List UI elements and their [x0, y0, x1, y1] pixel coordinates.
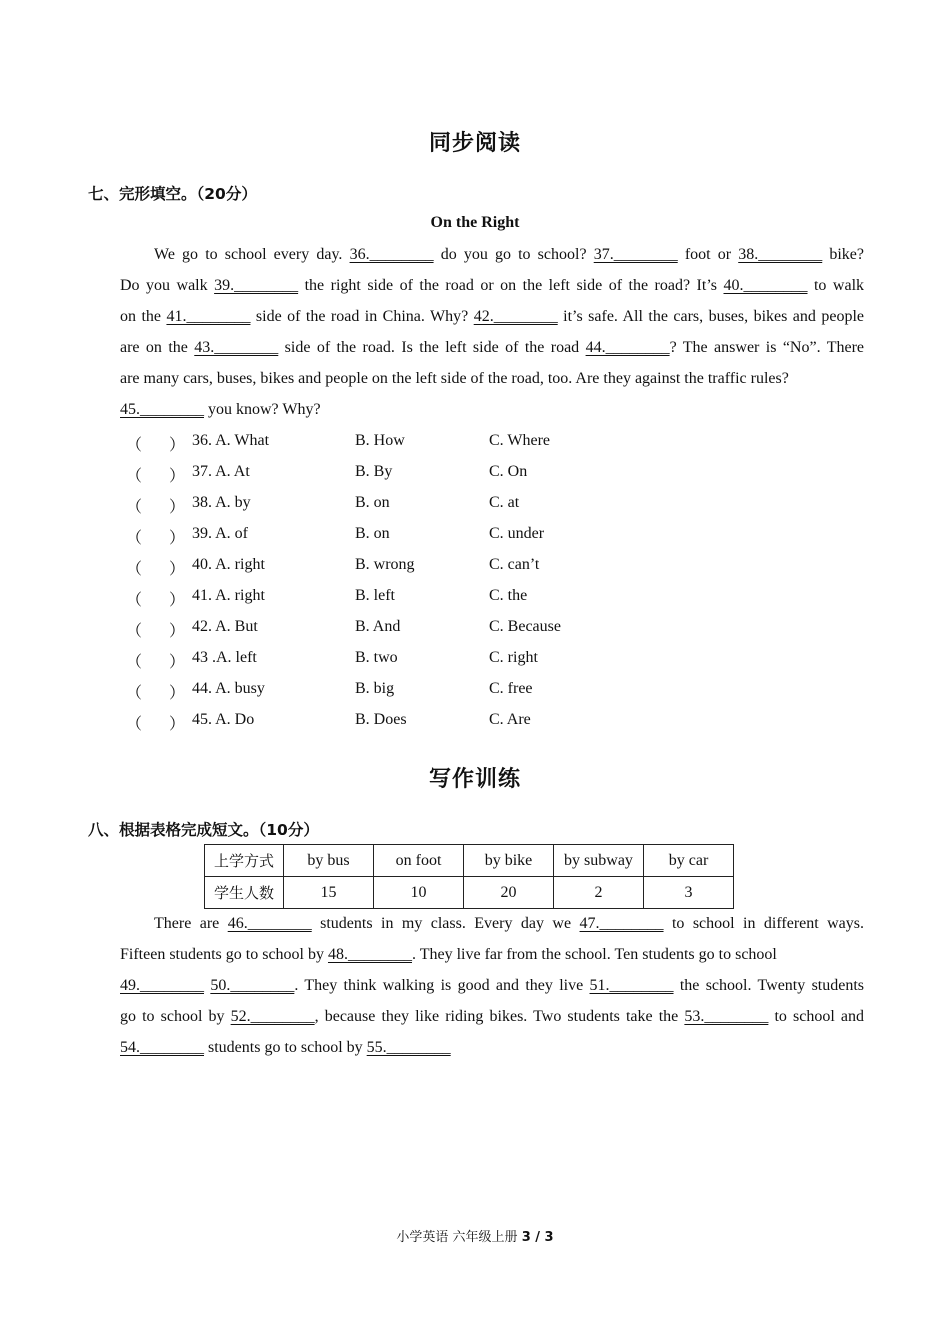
- text: bike?: [822, 246, 865, 263]
- answer-paren-close: ）: [169, 468, 186, 485]
- option-b[interactable]: B. wrong: [355, 556, 415, 573]
- writing-line-1: [154, 914, 864, 934]
- blank-49[interactable]: 49.________: [120, 977, 204, 994]
- blank-39[interactable]: 39.________: [214, 277, 299, 294]
- option-b[interactable]: B. on: [355, 525, 390, 542]
- answer-paren-open: （: [126, 561, 143, 578]
- table-cell: 10: [374, 877, 464, 909]
- text: do you go to school?: [433, 246, 594, 263]
- option-a[interactable]: 43 .A. left: [192, 649, 257, 666]
- question-row: [0, 556, 950, 578]
- section-8-title: 八、根据表格完成短文。（10分）: [88, 821, 319, 839]
- table-cell: 15: [284, 877, 374, 909]
- blank-41[interactable]: 41.________: [166, 308, 251, 325]
- option-a[interactable]: 39. A. of: [192, 525, 248, 542]
- option-c[interactable]: C. under: [489, 525, 545, 542]
- table-cell: by car: [644, 845, 734, 877]
- option-a[interactable]: 37. A. At: [192, 463, 250, 480]
- answer-slot[interactable]: [140, 432, 168, 452]
- passage-line-2: [120, 276, 864, 296]
- text: side of the road. Is the left side of the road: [278, 339, 586, 356]
- blank-47[interactable]: 47.________: [579, 915, 664, 932]
- blank-52[interactable]: 52.________: [230, 1008, 315, 1025]
- passage-line-6: [120, 400, 864, 420]
- question-row: [0, 680, 950, 702]
- blank-45[interactable]: 45.________: [120, 401, 204, 418]
- answer-slot[interactable]: [140, 587, 168, 607]
- writing-line-2: [120, 945, 864, 965]
- option-a[interactable]: 36. A. What: [192, 432, 270, 449]
- text: the school. Twenty students: [673, 977, 865, 994]
- answer-paren-close: ）: [169, 685, 186, 702]
- option-b[interactable]: B. on: [355, 494, 390, 511]
- page-footer: [0, 1226, 950, 1245]
- answer-paren-close: ）: [169, 623, 186, 640]
- question-row: [0, 463, 950, 485]
- blank-44[interactable]: 44.________: [585, 339, 670, 356]
- blank-53[interactable]: 53.________: [684, 1008, 769, 1025]
- answer-paren-open: （: [126, 437, 143, 454]
- answer-slot[interactable]: [140, 463, 168, 483]
- question-row: [0, 649, 950, 671]
- text: are on the: [120, 339, 195, 356]
- reading-heading: 同步阅读: [428, 131, 521, 156]
- answer-paren-close: ）: [169, 592, 186, 609]
- option-b[interactable]: B. two: [355, 649, 398, 666]
- option-b[interactable]: B. Does: [355, 711, 407, 728]
- answer-paren-open: （: [126, 654, 143, 671]
- text: to school and: [768, 1008, 864, 1025]
- answer-paren-close: ）: [169, 561, 186, 578]
- table-cell: on foot: [374, 845, 464, 877]
- passage-title: On the Right: [430, 214, 520, 231]
- table-cell: 20: [464, 877, 554, 909]
- blank-51[interactable]: 51.________: [589, 977, 674, 994]
- option-a[interactable]: 40. A. right: [192, 556, 265, 573]
- table-cell: 学生人数: [205, 877, 284, 909]
- option-c[interactable]: C. can’t: [489, 556, 540, 573]
- option-c[interactable]: C. Are: [489, 711, 531, 728]
- text: are many cars, buses, bikes and people on the left side of the road, too. Are they against the traffic rules?: [120, 370, 789, 387]
- table-cell: 2: [554, 877, 644, 909]
- passage-line-1: [154, 245, 864, 265]
- answer-slot[interactable]: [140, 680, 168, 700]
- table-cell: 3: [644, 877, 734, 909]
- text: go to school by: [120, 1008, 231, 1025]
- table-cell: by bike: [464, 845, 554, 877]
- text: . They live far from the school. Ten students go to school: [411, 946, 777, 963]
- question-row: [0, 587, 950, 609]
- answer-paren-open: （: [126, 623, 143, 640]
- passage-line-5: [120, 369, 864, 389]
- text: We go to school every day.: [154, 246, 350, 263]
- table-cell: 上学方式: [205, 845, 284, 877]
- text: foot or: [677, 246, 739, 263]
- answer-slot[interactable]: [140, 711, 168, 731]
- section-7-title: 七、完形填空。（20分）: [88, 185, 257, 203]
- answer-paren-close: ）: [169, 437, 186, 454]
- text: side of the road in China. Why?: [250, 308, 474, 325]
- option-a[interactable]: 41. A. right: [192, 587, 265, 604]
- option-a[interactable]: 38. A. by: [192, 494, 251, 511]
- answer-paren-close: ）: [169, 716, 186, 733]
- answer-paren-close: ）: [169, 654, 186, 671]
- blank-55[interactable]: 55.________: [366, 1039, 451, 1056]
- blank-38[interactable]: 38.________: [738, 246, 823, 263]
- answer-slot[interactable]: [140, 618, 168, 638]
- text: to school in different ways.: [663, 915, 865, 932]
- text: it’s safe. All the cars, buses, bikes and people: [557, 308, 865, 325]
- text: students in my class. Every day we: [311, 915, 580, 932]
- table-row: [205, 845, 734, 877]
- answer-paren-close: ）: [169, 530, 186, 547]
- answer-paren-open: （: [126, 716, 143, 733]
- option-a[interactable]: 42. A. But: [192, 618, 258, 635]
- answer-paren-open: （: [126, 592, 143, 609]
- option-c[interactable]: C. Where: [489, 432, 551, 449]
- table-cell: by bus: [284, 845, 374, 877]
- option-a[interactable]: 44. A. busy: [192, 680, 265, 697]
- question-row: [0, 618, 950, 640]
- option-c[interactable]: C. Because: [489, 618, 561, 635]
- text: the right side of the road or on the left side of the road? It’s: [298, 277, 724, 294]
- text: Do you walk: [120, 277, 215, 294]
- blank-43[interactable]: 43.________: [194, 339, 279, 356]
- text: Fifteen students go to school by: [120, 946, 328, 963]
- question-row: [0, 494, 950, 516]
- answer-paren-open: （: [126, 499, 143, 516]
- writing-line-5: [120, 1038, 864, 1058]
- option-b[interactable]: B. How: [355, 432, 405, 449]
- text: There are: [154, 915, 228, 932]
- footer-text: 小学英语 六年级上册: [396, 1230, 522, 1245]
- page-number: 3 / 3: [521, 1230, 554, 1245]
- option-b[interactable]: B. left: [355, 587, 395, 604]
- text: you know? Why?: [204, 401, 321, 418]
- text: on the: [120, 308, 167, 325]
- question-row: [0, 525, 950, 547]
- answer-paren-close: ）: [169, 499, 186, 516]
- blank-48[interactable]: 48.________: [327, 946, 412, 963]
- option-a[interactable]: 45. A. Do: [192, 711, 255, 728]
- text: . They think walking is good and they live: [294, 977, 590, 994]
- option-b[interactable]: B. big: [355, 680, 395, 697]
- blank-42[interactable]: 42.________: [473, 308, 558, 325]
- question-row: [0, 711, 950, 733]
- text: ? The answer is “No”. There: [669, 339, 864, 356]
- text: to walk: [807, 277, 865, 294]
- writing-heading: 写作训练: [428, 767, 521, 792]
- answer-paren-open: （: [126, 468, 143, 485]
- answer-paren-open: （: [126, 530, 143, 547]
- option-b[interactable]: B. By: [355, 463, 393, 480]
- writing-line-3: [120, 976, 864, 996]
- answer-slot[interactable]: [140, 556, 168, 576]
- transport-table: [204, 844, 734, 909]
- blank-50[interactable]: 50.________: [210, 977, 295, 994]
- answer-slot[interactable]: [140, 649, 168, 669]
- option-c[interactable]: C. free: [489, 680, 533, 697]
- text: , because they like riding bikes. Two students take the: [314, 1008, 685, 1025]
- option-c[interactable]: C. right: [489, 649, 538, 666]
- table-cell: by subway: [554, 845, 644, 877]
- option-c[interactable]: C. the: [489, 587, 528, 604]
- passage-line-3: [120, 307, 864, 327]
- blank-54[interactable]: 54.________: [120, 1039, 204, 1056]
- answer-paren-open: （: [126, 685, 143, 702]
- option-c[interactable]: C. at: [489, 494, 520, 511]
- answer-slot[interactable]: [140, 525, 168, 545]
- text: students go to school by: [204, 1039, 367, 1056]
- option-c[interactable]: C. On: [489, 463, 528, 480]
- table-row: [205, 877, 734, 909]
- blank-37[interactable]: 37.________: [593, 246, 678, 263]
- writing-line-4: [120, 1007, 864, 1027]
- passage-line-4: [120, 338, 864, 358]
- question-row: [0, 432, 950, 454]
- blank-36[interactable]: 36.________: [349, 246, 434, 263]
- blank-46[interactable]: 46.________: [227, 915, 312, 932]
- option-b[interactable]: B. And: [355, 618, 401, 635]
- answer-slot[interactable]: [140, 494, 168, 514]
- blank-40[interactable]: 40.________: [723, 277, 808, 294]
